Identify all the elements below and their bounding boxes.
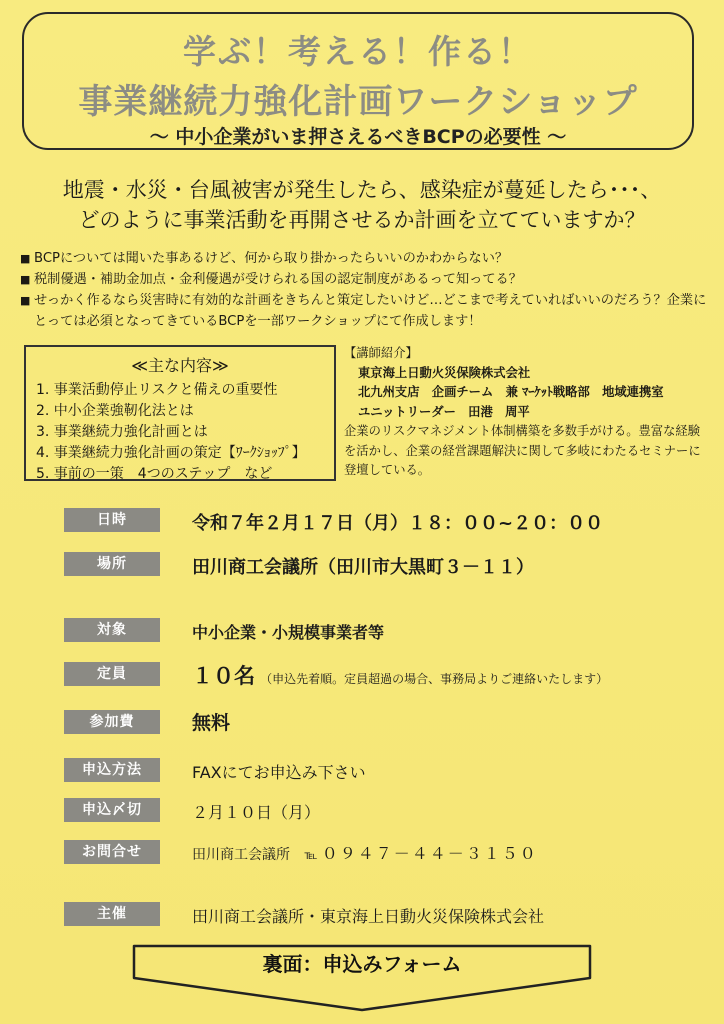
- method-label: 申込方法: [64, 758, 160, 782]
- back-form-text: 裏面：申込みフォーム: [262, 952, 462, 976]
- phone-icon: ℡: [304, 848, 318, 862]
- subtitle: ～ 中小企業がいま押さえるべきBCPの必要性 ～: [149, 126, 567, 148]
- contact-tel: ０９４７－４４－３１５０: [321, 844, 538, 863]
- back-side-arrow: [130, 942, 594, 1014]
- page-title: 事業継続力強化計画ワークショップ: [78, 82, 638, 122]
- catch-phrase: 学ぶ！考える！作る！: [183, 32, 533, 71]
- contents-item: 4. 事業継続力強化計画の策定【ﾜｰｸｼｮｯﾌﾟ】: [36, 445, 306, 461]
- host-value: 田川商工会議所・東京海上日動火災保険株式会社: [192, 907, 545, 926]
- contents-box: [24, 345, 336, 481]
- lecturer-intro: [344, 344, 710, 481]
- list-item: [20, 290, 710, 332]
- list-item: [20, 269, 710, 290]
- contents-title: ≪主な内容≫: [131, 356, 229, 375]
- bullet-text: 税制優遇・補助金加点・金利優遇が受けられる国の認定制度があるって知ってる？: [34, 272, 522, 287]
- fee-label: 参加費: [64, 710, 160, 734]
- lecturer-name: ユニットリーダー 田港 周平: [358, 404, 530, 419]
- deadline-value: ２月１０日（月）: [192, 803, 321, 822]
- host-label: 主催: [64, 902, 160, 926]
- target-value: 中小企業・小規模事業者等: [192, 623, 385, 642]
- header-box: [22, 12, 694, 150]
- bullet-list: [20, 248, 710, 332]
- lecturer-department: 北九州支店 企画チーム 兼 ﾏｰｹｯﾄ戦略部 地域連携室: [358, 385, 664, 399]
- lead-line-1: 地震・水災・台風被害が発生したら、感染症が蔓延したら･･･、: [62, 178, 662, 202]
- place-label: 場所: [64, 552, 160, 576]
- fee-value: 無料: [192, 712, 231, 734]
- bullet-text: せっかく作るなら災害時に有効的な計画をきちんと策定したいけど…どこまで考えていればいいのだろう？企業にとっては必須となってきているBCPを一部ワークショップにて作成します！: [34, 293, 707, 329]
- list-item: [20, 248, 710, 269]
- place-value: 田川商工会議所（田川市大黒町３－１１）: [192, 557, 534, 578]
- date-value: 令和７年２月１７日（月）１８：００~２０：００: [192, 513, 604, 534]
- contact-value: [192, 841, 538, 864]
- contact-org: 田川商工会議所: [192, 847, 290, 863]
- capacity-note: （申込先着順。定員超過の場合、事務局よりご連絡いたします）: [260, 672, 609, 686]
- contents-item: 3. 事業継続力強化計画とは: [36, 424, 208, 440]
- method-value: FAXにてお申込み下さい: [192, 763, 366, 782]
- target-label: 対象: [64, 618, 160, 642]
- lecturer-company: 東京海上日動火災保険株式会社: [358, 365, 531, 380]
- capacity-value: １０名: [192, 664, 255, 688]
- contact-label: お問合せ: [64, 840, 160, 864]
- capacity-value-wrap: [192, 660, 608, 690]
- capacity-label: 定員: [64, 662, 160, 686]
- bullet-text: BCPについては聞いた事あるけど、何から取り掛かったらいいのかわからない？: [34, 251, 509, 266]
- square-bullet-icon: ■: [20, 273, 31, 286]
- deadline-label: 申込〆切: [64, 798, 160, 822]
- contents-item: 1. 事業活動停止リスクと備えの重要性: [36, 382, 278, 398]
- date-label: 日時: [64, 508, 160, 532]
- contents-item: 2. 中小企業強靭化法とは: [36, 403, 194, 419]
- lecturer-heading: 【講師紹介】: [344, 346, 418, 360]
- square-bullet-icon: ■: [20, 252, 31, 265]
- contents-item: 5. 事前の一策 4つのステップ など: [36, 466, 273, 482]
- square-bullet-icon: ■: [20, 294, 31, 307]
- lecturer-bio: 企業のリスクマネジメント体制構築を多数手がける。豊富な経験を活かし、企業の経営課題解決に関して多岐にわたるセミナーに登壇している。: [344, 424, 701, 477]
- lead-line-2: どのように事業活動を再開させるか計画を立てていますか？: [78, 208, 646, 232]
